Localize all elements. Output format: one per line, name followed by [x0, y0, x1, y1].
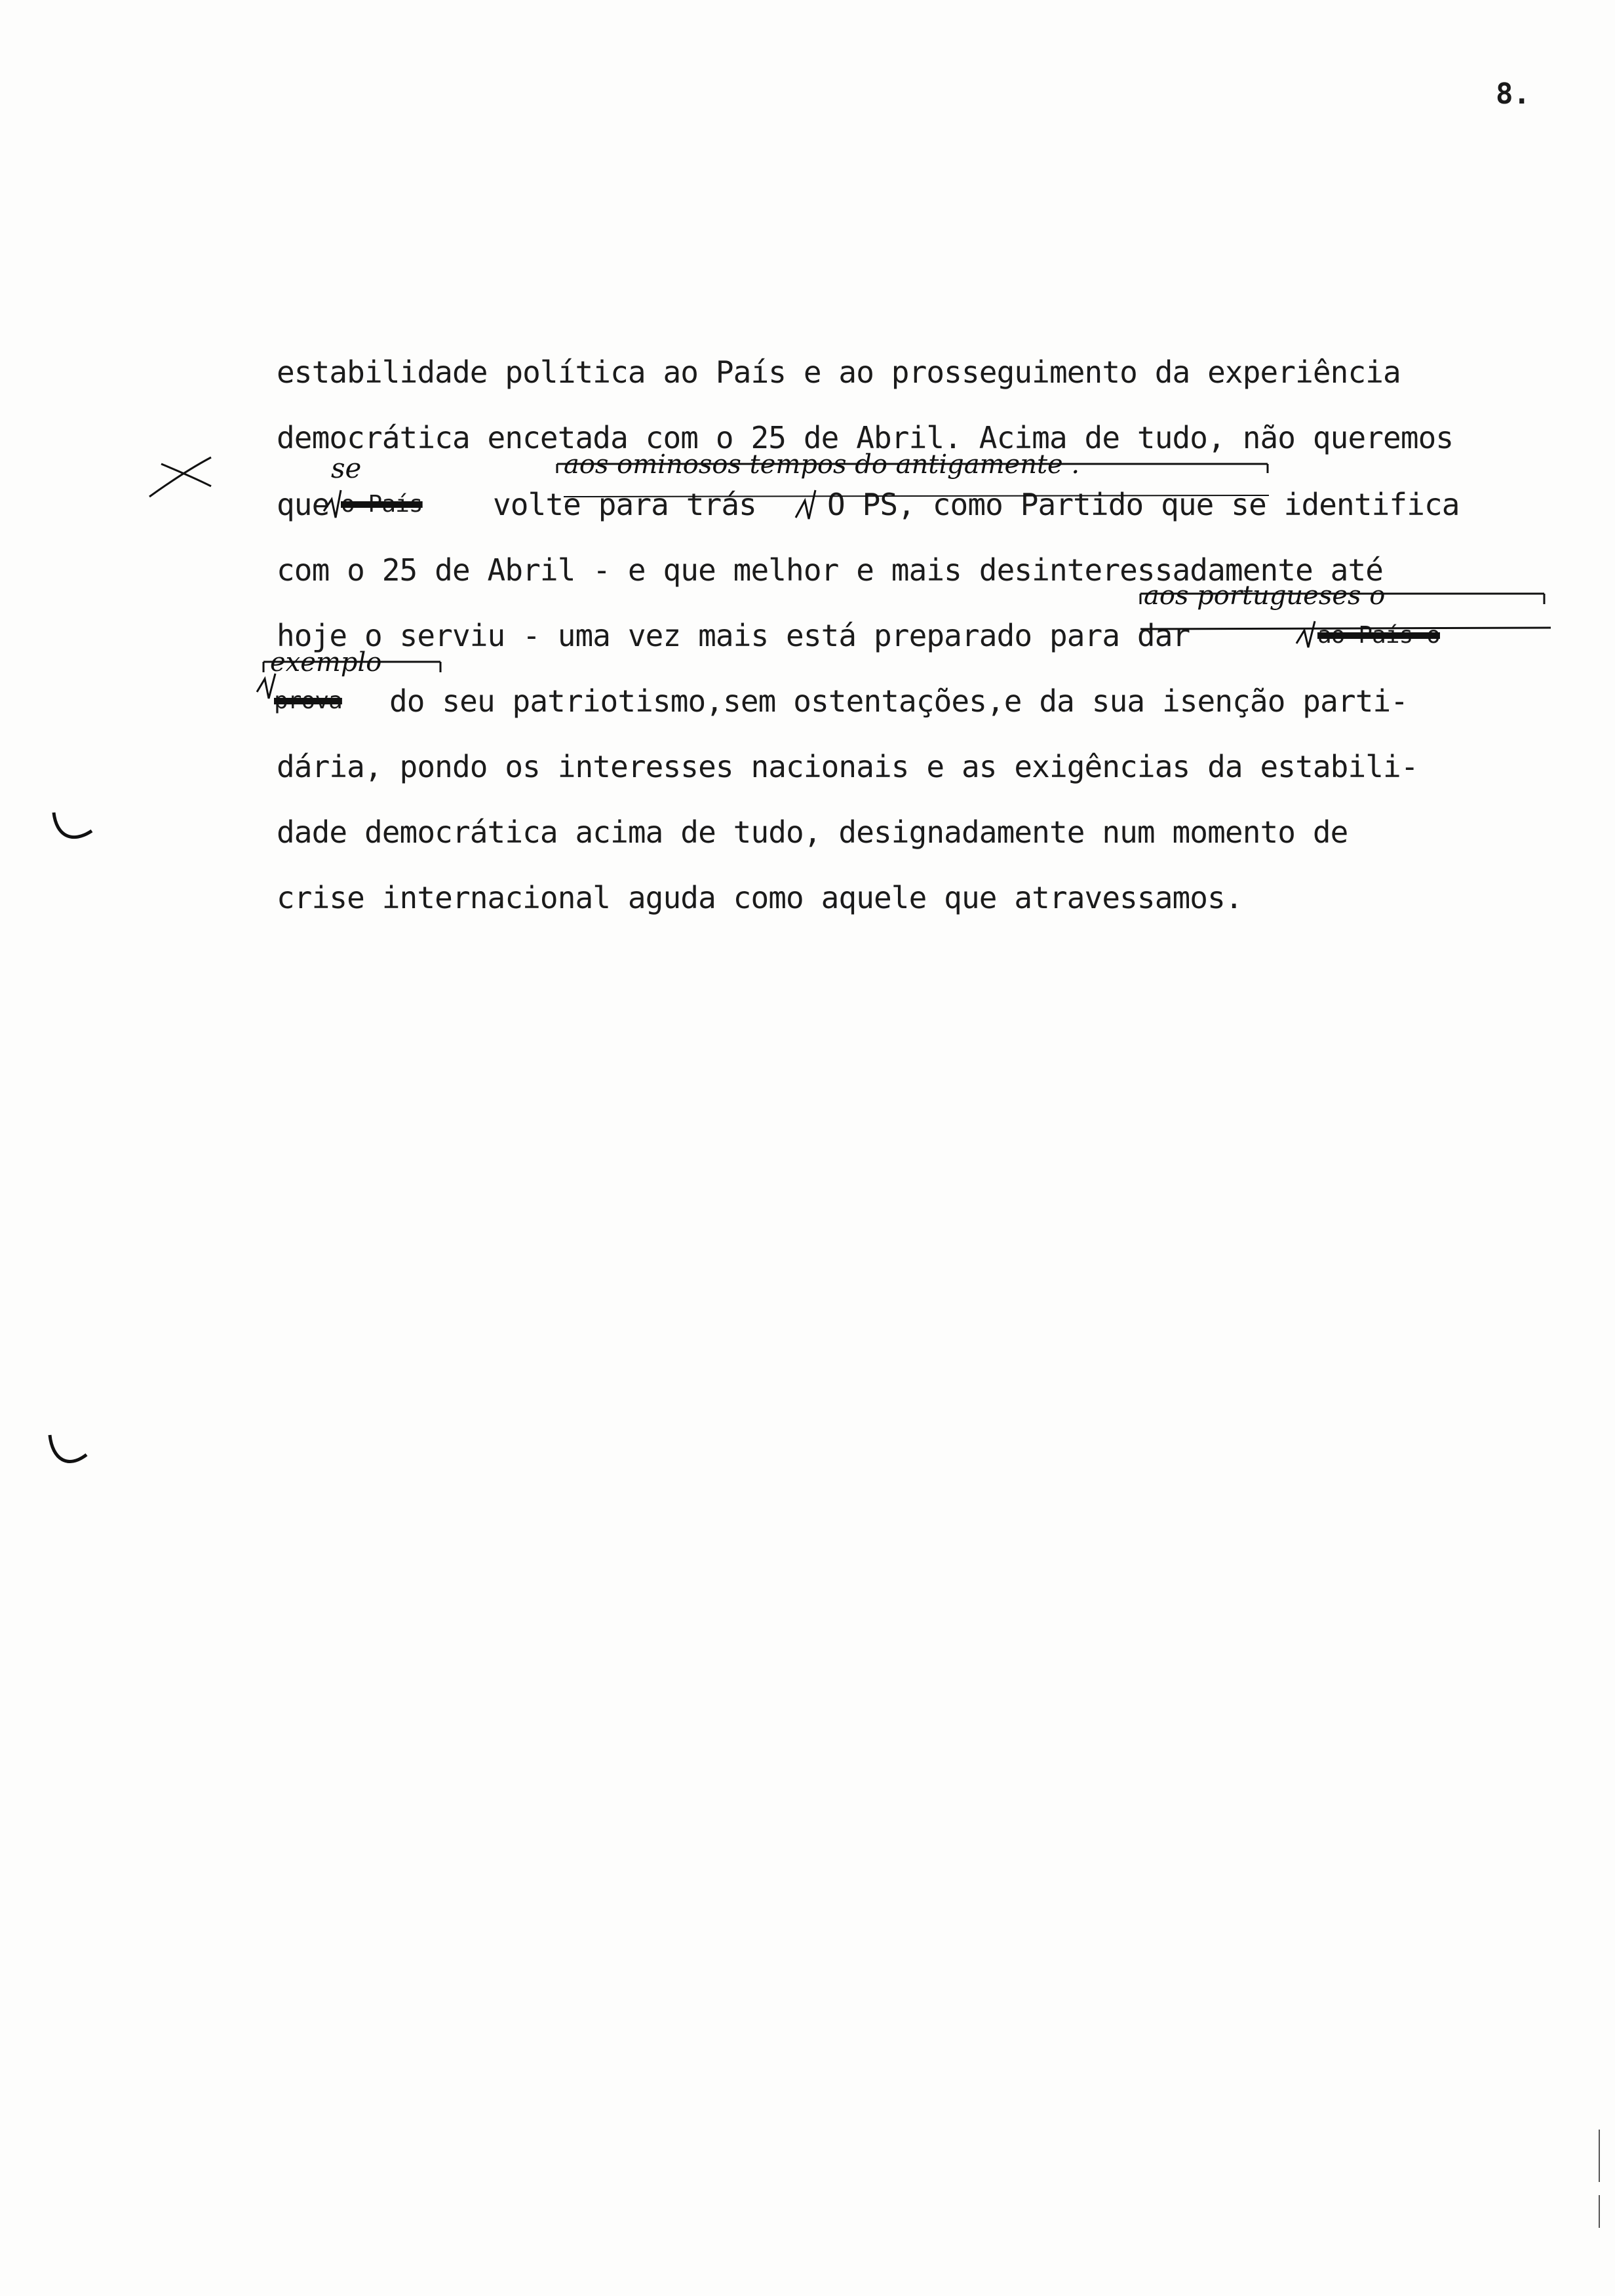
body-line-3-end: O PS, como Partido que se identifica: [827, 487, 1460, 522]
body-line-9: crise internacional aguda como aquele que atravessamos.: [277, 880, 1243, 915]
body-line-3-start: que: [277, 487, 330, 522]
handwritten-aos-ominosos: aos ominosos tempos do antigamente .: [564, 450, 1080, 480]
body-line-4: com o 25 de Abril - e que melhor e mais desinteressadamente até: [277, 552, 1384, 588]
struck-text-o-pais: o País: [341, 491, 423, 518]
insert-caret-dar: [1296, 621, 1315, 647]
insert-caret-tras: [796, 490, 815, 519]
body-line-2: democrática encetada com o 25 de Abril. Acima de tudo, não queremos: [277, 420, 1454, 455]
struck-text-prova: prova: [274, 687, 342, 714]
body-line-8: dade democrática acima de tudo, designadamente num momento de: [277, 814, 1348, 850]
handwritten-exemplo: exemplo: [270, 647, 382, 678]
handwritten-se: se: [331, 452, 362, 484]
body-line-3-middle: volte para trás: [493, 487, 756, 522]
body-line-5: hoje o serviu - uma vez mais está preparado para dar: [277, 618, 1190, 653]
struck-text-ao-pais: ao País o: [1317, 622, 1440, 649]
margin-cross-mark: [149, 457, 211, 497]
margin-tick-mark-2: [50, 1435, 87, 1461]
body-line-6: do seu patriotismo,sem ostentações,e da sua isenção parti-: [389, 683, 1409, 719]
handwritten-aos-portugueses: aos portugueses o: [1144, 581, 1386, 611]
margin-tick-mark-1: [54, 813, 92, 837]
page-number: 8.: [1496, 77, 1530, 111]
body-line-1: estabilidade política ao País e ao prosseguimento da experiência: [277, 354, 1401, 390]
body-line-7: dária, pondo os interesses nacionais e as exigências da estabili-: [277, 749, 1418, 784]
